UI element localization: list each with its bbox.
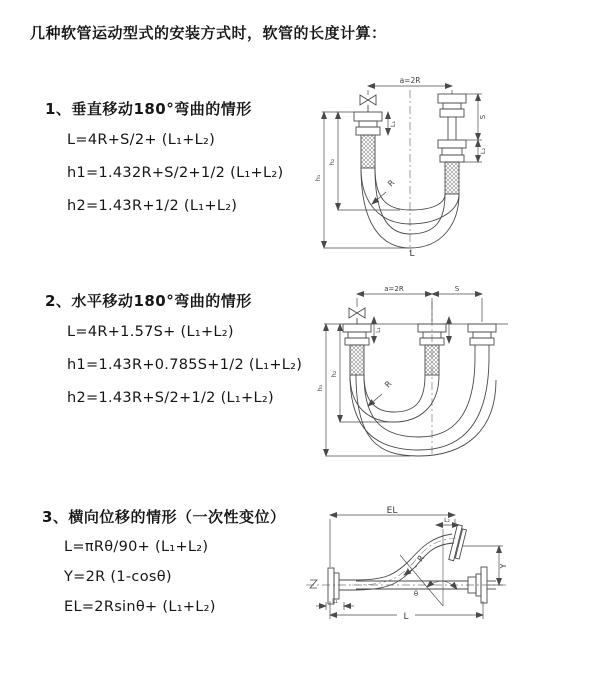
dim-label-s: S: [479, 114, 487, 120]
dim-label-l: L: [403, 612, 409, 622]
section-lateral-displacement: [42, 507, 322, 622]
diagram-lateral-displacement-svg: [300, 503, 598, 643]
section-3-heading: 3、横向位移的情形（一次性变位）: [42, 508, 286, 526]
dim-label-a2r: a=2R: [399, 76, 421, 85]
angle-construction: [400, 529, 457, 606]
section-vertical-movement: [45, 99, 315, 223]
formula-l: L=4R+1.57S+ (L₁+L₂): [67, 324, 234, 340]
page-title: 几种软管运动型式的安装方式时，软管的长度计算：: [30, 24, 387, 42]
formula-h1: h1=1.43R+0.785S+1/2 (L₁+L₂): [67, 357, 303, 373]
hose-curves: [350, 357, 496, 456]
formula-el: EL=2Rsinθ+ (L₁+L₂): [64, 599, 216, 615]
dim-label-h2: h₂: [328, 158, 336, 166]
formula-h2: h2=1.43R+S/2+1/2 (L₁+L₂): [67, 390, 274, 406]
section-3-formulas: [64, 532, 322, 622]
dim-label-l1: L₁: [332, 598, 338, 605]
section-1-heading: 1、垂直移动180°弯曲的情形: [45, 100, 252, 118]
break-mark: [310, 580, 317, 588]
dimension-h: [326, 324, 410, 456]
formula-h1: h1=1.432R+S/2+1/2 (L₁+L₂): [67, 165, 284, 181]
dimension-l1: [374, 317, 449, 343]
formula-h2: h2=1.43R+1/2 (L₁+L₂): [67, 198, 238, 214]
dim-label-h1: h₁: [314, 174, 322, 182]
dim-label-l2: L₂: [444, 517, 450, 524]
formula-y: Y=2R (1-cosθ): [64, 569, 172, 585]
dim-label-l1: L₁: [389, 120, 397, 128]
formula-l: L=4R+S/2+ (L₁+L₂): [67, 132, 216, 148]
valve-icon: [349, 308, 365, 324]
radius-label: R: [383, 379, 394, 390]
left-fitting: [343, 324, 371, 375]
dim-label-h2: h₂: [330, 370, 338, 378]
section-horizontal-movement: [45, 291, 315, 415]
diagram-vertical-bend: [312, 72, 597, 257]
dim-label-y: Y: [499, 563, 508, 569]
displaced-hose: [352, 534, 456, 590]
right-fitting: [468, 324, 496, 357]
left-fitting: [354, 112, 382, 168]
diagram-horizontal-bend-svg: [312, 282, 597, 462]
formula-l: L=πRθ/90+ (L₁+L₂): [64, 539, 209, 555]
length-label: L: [409, 249, 415, 257]
angle-label: θ: [413, 590, 419, 598]
middle-fitting: [418, 324, 446, 375]
dimension-a2r-s: [357, 294, 482, 322]
section-2-formulas: [67, 316, 315, 415]
section-2-heading: 2、水平移动180°弯曲的情形: [45, 292, 252, 310]
dim-label-el: EL: [386, 506, 398, 516]
dim-label-a2r: a=2R: [384, 285, 404, 293]
dim-label-l2: L₂: [479, 147, 487, 155]
radius-label: R: [415, 553, 427, 564]
diagram-horizontal-bend: [312, 282, 597, 462]
dim-label-l1: L₁: [375, 327, 382, 333]
section-1-formulas: [67, 124, 315, 223]
dim-label-s: S: [454, 285, 460, 293]
dim-label-h1: h₁: [316, 384, 324, 392]
radius-label: R: [386, 178, 397, 189]
valve-icon: [360, 95, 376, 112]
right-fitting: [438, 94, 466, 194]
diagram-vertical-bend-svg: [312, 72, 597, 257]
diagram-lateral-displacement: [300, 503, 598, 643]
dimension-h: [322, 112, 408, 248]
dimension-el: [330, 515, 455, 567]
